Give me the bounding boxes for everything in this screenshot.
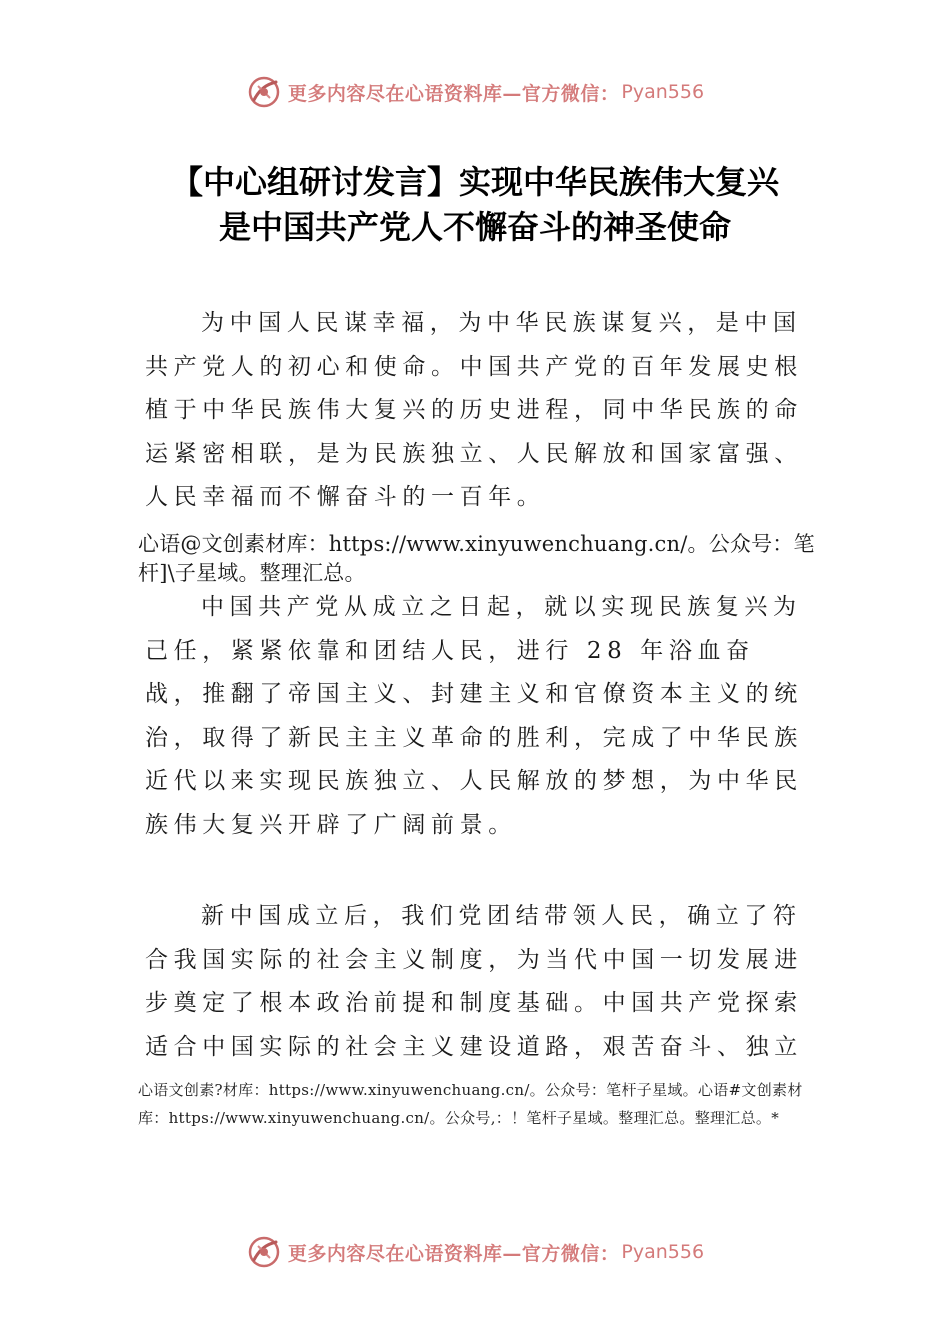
banner-text: 更多内容尽在心语资料库—官方微信： <box>287 82 620 105</box>
banner-text: 更多内容尽在心语资料库—官方微信： <box>287 1242 620 1265</box>
body-paragraph: 为中国人民谋幸福，为中华民族谋复兴，是中国共产党人的初心和使命。中国共产党的百年发展史根植于中华民族伟大复兴的历史进程，同中华民族的命运紧密相联，是为民族独立、人民解放和国家富强、人民幸福而不懈奋斗的一百年。 <box>145 310 803 510</box>
body-paragraph: 中国共产党从成立之日起，就以实现民族复兴为己任，紧紧依靠和团结人民，进行 28 年浴血奋战，推翻了帝国主义、封建主义和官僚资本主义的统治，取得了新民主主义革命的胜利，完成了中华民族近代以来实现民族独立、人民解放的梦想，为中华民族伟大复兴开辟了广阔前景。 <box>145 594 803 838</box>
banner-wechat-id: Pyan556 <box>621 81 705 103</box>
source-attribution: 心语@文创素材库：https://www.xinyuwenchuang.cn/。公众号：笔杆]\子星域。整理汇总。 <box>138 532 815 585</box>
footnote: 心语文创素?材库：https://www.xinyuwenchuang.cn/。公众号：笔杆子星域。心语#文创素材库：https://www.xinyuwenchuang.cn/。公众号,：！笔杆子星域。整理汇总。整理汇总。* <box>138 1081 803 1127</box>
banner-wechat-id: Pyan556 <box>621 1241 705 1263</box>
body-paragraph: 新中国成立后，我们党团结带领人民，确立了符合我国实际的社会主义制度，为当代中国一切发展进步奠定了根本政治前提和制度基础。中国共产党探索适合中国实际的社会主义建设道路，艰苦奋斗、独立 <box>145 903 803 1060</box>
title-line-1: 【中心组研讨发言】实现中华民族伟大复兴 <box>170 163 779 201</box>
document-title <box>0 160 950 250</box>
footer-banner <box>0 1232 950 1272</box>
brand-logo-icon <box>246 1234 282 1270</box>
title-line-2: 是中国共产党人不懈奋斗的神圣使命 <box>218 208 731 246</box>
brand-logo-icon <box>246 74 282 110</box>
header-banner <box>0 72 950 112</box>
